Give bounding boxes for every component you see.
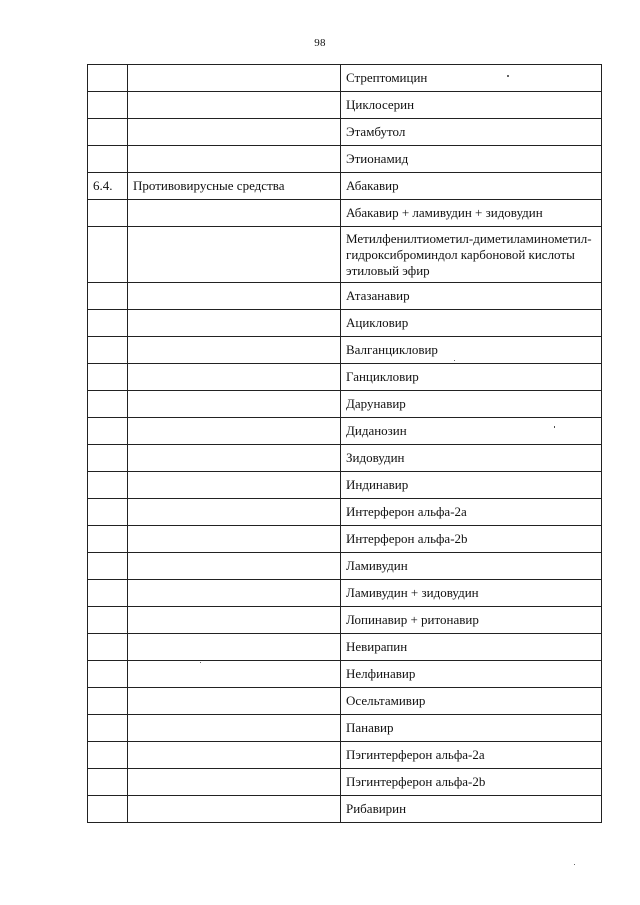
drug-name-cell: Валганцикловир: [341, 337, 602, 364]
drug-group-cell: [128, 553, 341, 580]
table-row: [88, 661, 602, 688]
table-row: [88, 227, 602, 283]
drug-name-cell: Индинавир: [341, 472, 602, 499]
drug-name-cell: Циклосерин: [341, 92, 602, 119]
drug-group-cell: [128, 526, 341, 553]
drug-name-cell: Интерферон альфа-2b: [341, 526, 602, 553]
table-row: [88, 146, 602, 173]
table-row: [88, 796, 602, 823]
table-row: [88, 337, 602, 364]
drug-list-table: [87, 64, 602, 823]
drug-group-cell: [128, 661, 341, 688]
drug-name-cell: Рибавирин: [341, 796, 602, 823]
table-row: [88, 634, 602, 661]
row-number-cell: 6.4.: [88, 173, 128, 200]
row-number-cell: [88, 472, 128, 499]
drug-group-cell: [128, 769, 341, 796]
row-number-cell: [88, 391, 128, 418]
drug-group-cell: [128, 283, 341, 310]
drug-group-cell: [128, 472, 341, 499]
drug-name-cell: Атазанавир: [341, 283, 602, 310]
row-number-cell: [88, 227, 128, 283]
drug-name-cell: Осельтамивир: [341, 688, 602, 715]
drug-name-cell: Диданозин: [341, 418, 602, 445]
row-number-cell: [88, 580, 128, 607]
table-row: [88, 364, 602, 391]
row-number-cell: [88, 634, 128, 661]
drug-name-cell: Зидовудин: [341, 445, 602, 472]
table-row: [88, 499, 602, 526]
drug-group-cell: [128, 146, 341, 173]
table-body: [88, 65, 602, 823]
row-number-cell: [88, 310, 128, 337]
row-number-cell: [88, 769, 128, 796]
row-number-cell: [88, 688, 128, 715]
drug-group-cell: [128, 310, 341, 337]
table-row: [88, 310, 602, 337]
table-row: [88, 418, 602, 445]
drug-name-cell: Дарунавир: [341, 391, 602, 418]
table-row: [88, 92, 602, 119]
table-row: [88, 769, 602, 796]
drug-group-cell: [128, 607, 341, 634]
drug-group-cell: [128, 65, 341, 92]
row-number-cell: [88, 337, 128, 364]
drug-name-cell: Ацикловир: [341, 310, 602, 337]
scan-speck: [200, 662, 201, 663]
drug-name-cell: Пэгинтерферон альфа-2b: [341, 769, 602, 796]
drug-group-cell: [128, 796, 341, 823]
drug-name-cell: Ганцикловир: [341, 364, 602, 391]
scan-speck: [507, 75, 509, 77]
drug-group-cell: [128, 227, 341, 283]
row-number-cell: [88, 796, 128, 823]
drug-group-cell: [128, 715, 341, 742]
row-number-cell: [88, 65, 128, 92]
row-number-cell: [88, 418, 128, 445]
drug-name-cell: Этамбутол: [341, 119, 602, 146]
row-number-cell: [88, 200, 128, 227]
drug-group-cell: [128, 418, 341, 445]
table-row: [88, 526, 602, 553]
row-number-cell: [88, 607, 128, 634]
row-number-cell: [88, 553, 128, 580]
drug-name-cell: Ламивудин: [341, 553, 602, 580]
table-row: [88, 715, 602, 742]
table-row: [88, 283, 602, 310]
row-number-cell: [88, 92, 128, 119]
table-row: [88, 472, 602, 499]
page-number: 98: [314, 37, 326, 49]
row-number-cell: [88, 146, 128, 173]
drug-group-cell: [128, 742, 341, 769]
drug-name-cell: Интерферон альфа-2a: [341, 499, 602, 526]
drug-name-cell: Метилфенилтиометил-диметиламинометил- гидроксиброминдол карбоновой кислоты этиловый эфир: [341, 227, 602, 283]
scan-speck: [454, 360, 455, 361]
table-row: [88, 173, 602, 200]
drug-name-cell: Абакавир: [341, 173, 602, 200]
table-row: [88, 391, 602, 418]
drug-name-cell: Невирапин: [341, 634, 602, 661]
scan-speck: [574, 864, 575, 865]
row-number-cell: [88, 661, 128, 688]
drug-group-cell: [128, 364, 341, 391]
scan-speck: [554, 426, 555, 428]
table-row: [88, 607, 602, 634]
table-row: [88, 580, 602, 607]
drug-name-cell: Лопинавир + ритонавир: [341, 607, 602, 634]
drug-group-cell: [128, 688, 341, 715]
drug-group-cell: [128, 92, 341, 119]
table-row: [88, 445, 602, 472]
drug-group-cell: [128, 391, 341, 418]
drug-group-cell: [128, 580, 341, 607]
drug-group-cell: [128, 200, 341, 227]
row-number-cell: [88, 445, 128, 472]
drug-name-cell: Стрептомицин: [341, 65, 602, 92]
drug-name-cell: Панавир: [341, 715, 602, 742]
drug-group-cell: [128, 337, 341, 364]
row-number-cell: [88, 119, 128, 146]
table-row: [88, 119, 602, 146]
drug-name-cell: Пэгинтерферон альфа-2a: [341, 742, 602, 769]
drug-name-cell: Этионамид: [341, 146, 602, 173]
row-number-cell: [88, 526, 128, 553]
row-number-cell: [88, 283, 128, 310]
drug-name-cell: Ламивудин + зидовудин: [341, 580, 602, 607]
table-row: [88, 742, 602, 769]
drug-group-cell: [128, 499, 341, 526]
drug-name-cell: Нелфинавир: [341, 661, 602, 688]
drug-group-cell: Противовирусные средства: [128, 173, 341, 200]
row-number-cell: [88, 742, 128, 769]
drug-group-cell: [128, 119, 341, 146]
drug-name-cell: Абакавир + ламивудин + зидовудин: [341, 200, 602, 227]
drug-group-cell: [128, 634, 341, 661]
row-number-cell: [88, 715, 128, 742]
row-number-cell: [88, 499, 128, 526]
drug-group-cell: [128, 445, 341, 472]
row-number-cell: [88, 364, 128, 391]
table-row: [88, 200, 602, 227]
table-row: [88, 553, 602, 580]
table-row: [88, 688, 602, 715]
table-row: [88, 65, 602, 92]
